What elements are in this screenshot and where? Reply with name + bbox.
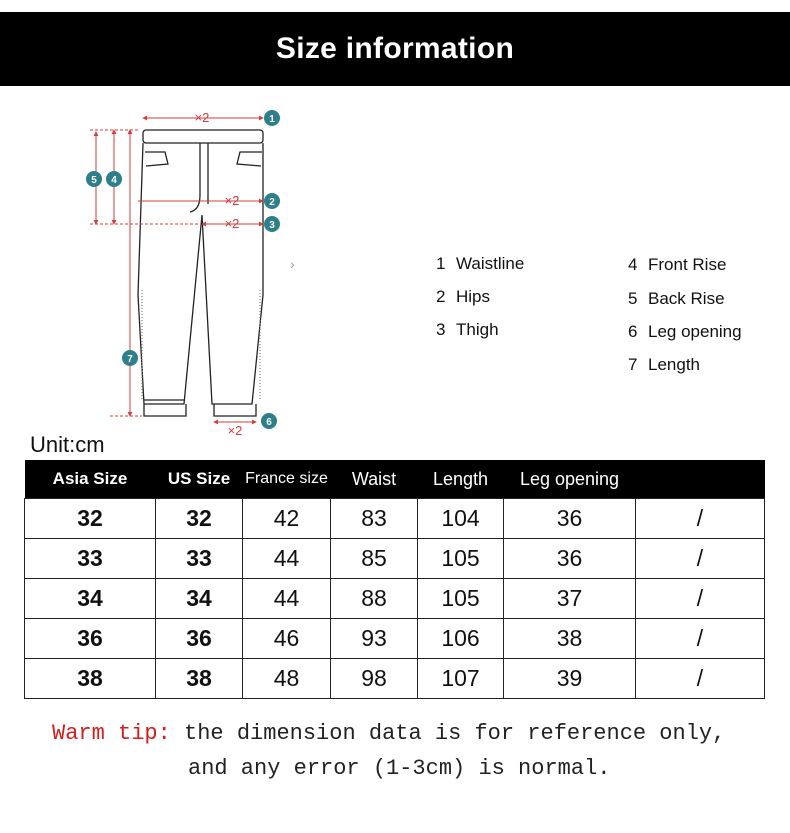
table-cell: 36 <box>504 499 636 539</box>
svg-text:6: 6 <box>266 417 272 428</box>
legend-item-length: 7 Length <box>628 355 700 374</box>
table-cell: 32 <box>25 499 156 539</box>
table-cell: 34 <box>25 579 156 619</box>
table-cell: / <box>636 579 765 619</box>
table-row <box>25 659 765 699</box>
table-cell: 44 <box>243 539 331 579</box>
header-empty <box>636 460 765 499</box>
table-cell: 105 <box>418 539 504 579</box>
table-cell: 106 <box>418 619 504 659</box>
table-row <box>25 619 765 659</box>
table-cell: 33 <box>156 539 243 579</box>
table-cell: 34 <box>156 579 243 619</box>
table-cell: / <box>636 619 765 659</box>
table-cell: 39 <box>504 659 636 699</box>
legend-item-thigh: 3 Thigh <box>436 320 499 339</box>
pants-diagram <box>80 100 310 440</box>
table-cell: 83 <box>331 499 418 539</box>
marker-1 <box>264 110 280 126</box>
table-row <box>25 579 765 619</box>
header-asia-size: Asia Size <box>25 460 156 499</box>
legend-item-leg-opening: 6 Leg opening <box>628 322 742 341</box>
unit-label: Unit:cm <box>30 432 105 457</box>
legend-item-front-rise: 4 Front Rise <box>628 255 727 274</box>
warm-tip <box>52 716 725 786</box>
svg-text:7: 7 <box>127 354 133 365</box>
marker-2 <box>264 193 280 209</box>
header-length: Length <box>418 460 504 499</box>
table-cell: 38 <box>25 659 156 699</box>
marker-6 <box>261 413 277 429</box>
header-waist: Waist <box>331 460 418 499</box>
table-cell: 105 <box>418 579 504 619</box>
table-cell: 33 <box>25 539 156 579</box>
leg-times-two-label: ×2 <box>227 423 243 438</box>
table-cell: 104 <box>418 499 504 539</box>
warm-tip-line1: the dimension data is for reference only, <box>184 721 726 746</box>
marker-3 <box>264 216 280 232</box>
table-cell: 36 <box>156 619 243 659</box>
page-title: Size information <box>275 32 515 65</box>
svg-text:1: 1 <box>269 114 275 125</box>
pants-outline <box>138 130 263 416</box>
legend-item-hips: 2 Hips <box>436 287 491 306</box>
table-row <box>25 499 765 539</box>
svg-text:2: 2 <box>269 197 275 208</box>
thigh-times-two-label: ×2 <box>224 216 240 231</box>
legend-item-back-rise: 5 Back Rise <box>628 289 725 308</box>
svg-text:5: 5 <box>91 175 97 186</box>
table-cell: 88 <box>331 579 418 619</box>
table-cell: / <box>636 659 765 699</box>
table-cell: 107 <box>418 659 504 699</box>
table-cell: 98 <box>331 659 418 699</box>
header-leg-opening: Leg opening <box>504 460 636 499</box>
table-cell: 32 <box>156 499 243 539</box>
page-title-banner <box>0 12 790 86</box>
header-us-size: US Size <box>156 460 243 499</box>
legend-item-waistline: 1 Waistline <box>436 254 525 273</box>
table-cell: / <box>636 539 765 579</box>
table-cell: 46 <box>243 619 331 659</box>
table-cell: 36 <box>25 619 156 659</box>
warm-tip-label: Warm tip: <box>52 721 171 746</box>
header-france-size: France size <box>243 460 331 499</box>
hips-times-two-label: ×2 <box>224 193 240 208</box>
marker-5 <box>86 171 102 187</box>
table-cell: 85 <box>331 539 418 579</box>
table-cell: / <box>636 499 765 539</box>
table-cell: 44 <box>243 579 331 619</box>
table-cell: 38 <box>504 619 636 659</box>
table-cell: 37 <box>504 579 636 619</box>
decorative-chevron-icon: › <box>290 256 295 272</box>
marker-7 <box>122 350 138 366</box>
warm-tip-line2: and any error (1-3cm) is normal. <box>188 756 611 781</box>
table-cell: 36 <box>504 539 636 579</box>
waist-times-two-label: ×2 <box>194 110 210 125</box>
table-cell: 38 <box>156 659 243 699</box>
table-row <box>25 539 765 579</box>
svg-text:4: 4 <box>111 175 117 186</box>
size-table <box>24 460 765 699</box>
marker-4 <box>106 171 122 187</box>
svg-text:3: 3 <box>269 220 275 231</box>
table-cell: 48 <box>243 659 331 699</box>
table-header-row <box>25 460 765 499</box>
table-cell: 42 <box>243 499 331 539</box>
table-cell: 93 <box>331 619 418 659</box>
